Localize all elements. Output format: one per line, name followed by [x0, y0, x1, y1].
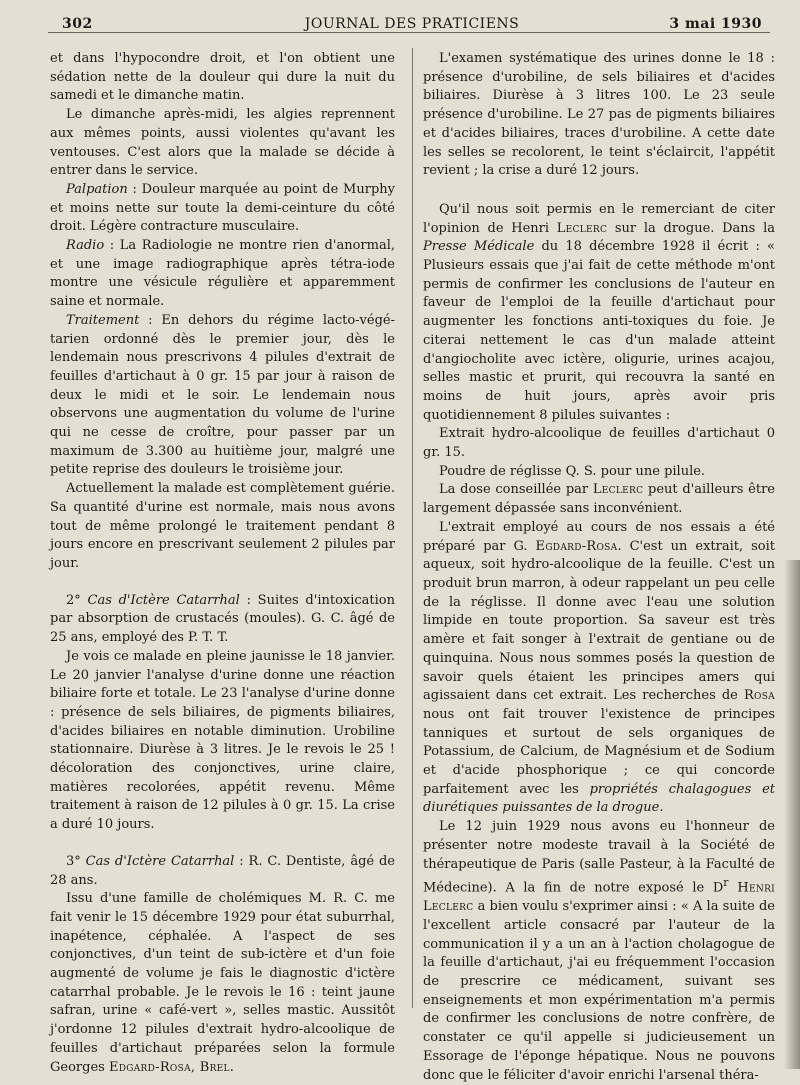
paragraph-text: .: [659, 800, 664, 816]
page-header: [62, 12, 762, 34]
paragraph-text: La dose conseillée par: [439, 482, 593, 498]
paragraph: L'examen systématique des urines donne le 18 : présence d'urobiline, de sels biliaires et d'acides biliaires. Diurèse à 3 litres 100. Le 23 seule présence d'urobiline. Le 27 pas de pigments biliaires et d'acides biliaires, traces d'urobiline. A cette date les selles se recolorent, le teint s'éclaircit, l'appétit revient ; la crise a duré 12 jours.: [423, 51, 775, 179]
paragraph-text: Issu d'une famille de cholémiques M. R. C. me fait venir le 15 décembre 1929 pour état suburrhal, inapétence, céphalée. A l'aspect de ses conjonctives, d'un teint de sub-ictère et d'un foie augmenté de volume je fais le diagnostic d'ictère catarrhal probable. Je le revois le 16 : teint jaune safran, urine « café-vert », selles mastic. Aussitôt j'ordonne 12 pilules d'extrait hydro-alcoolique de feuilles d'artichaut préparées selon la formule Georges: [50, 891, 395, 1075]
left-column: [50, 50, 395, 1077]
paragraph: [50, 237, 395, 312]
page-edge-shadow: [784, 560, 800, 1069]
publication-title: Presse Médicale: [423, 239, 535, 255]
section-label: Radio: [66, 238, 105, 254]
right-column: [423, 50, 775, 1085]
paragraph-text: Le 12 juin 1929 nous avons eu l'honneur de présenter notre modeste travail à la Société de thérapeutique de Paris (salle Pasteur, à la Faculté de Médecine). A la fin de notre exposé le D: [423, 819, 775, 896]
paragraph-text: : La Radiologie ne montre rien d'anormal, et une image radiographique après tétra-iode montre une vésicule régulière et apparemment saine et normale.: [50, 238, 395, 310]
paragraph-text: : Suites d'intoxication par absorption de crustacés (moules). G. C. âgé de 25 ans, employé des P. T. T.: [50, 592, 395, 646]
emphasis-text: propriétés chalagogues et diurétiques puissantes de la drogue: [423, 781, 776, 816]
case-number: 2°: [66, 592, 88, 608]
paragraph: Actuellement la malade est complètement guérie. Sa quantité d'urine est normale, mais nous avons tout de même prolongé le traitement pendant 8 jours encore en prescrivant seulement 2 pilules par jour.: [50, 481, 395, 571]
paragraph-text: : En dehors du régime lacto-végé-tarien ordonné dès le premier jour, dès le lendemain nous prescrivons 4 pilules d'extrait de feuilles d'artichaut à 0 gr. 15 par jour à raison de deux le midi et le soir. Le lendemain nous observons une augmentation du volume de l'urine qui ne cesse de croître, pour passer par un maximum de 3.300 au huitième jour, malgré une petite reprise des douleurs le troisième jour.: [50, 312, 395, 478]
author-name: Egdard-Rosa: [535, 538, 618, 554]
case-title: Cas d'Ictère Catarrhal: [85, 853, 235, 869]
section-label: Traitement: [66, 312, 140, 328]
paragraph: [423, 481, 775, 518]
author-name: Leclerc: [556, 220, 608, 236]
author-name: Rosa: [743, 688, 775, 704]
paragraph: [50, 890, 395, 1077]
paragraph-text: sur la drogue. Dans la: [607, 220, 775, 236]
author-names: Edgard-Rosa, Brel.: [108, 1059, 235, 1075]
paragraph: [423, 201, 775, 425]
paragraph: Le dimanche après-midi, les algies reprennent aux mêmes points, aussi violentes qu'avant les ventouses. C'est alors que la malade se décide à entrer dans le service.: [50, 107, 395, 179]
case-heading: [50, 853, 395, 890]
paragraph-text: peut d'ailleurs être largement dépassée sans inconvénient.: [423, 482, 775, 517]
case-heading: [50, 592, 395, 648]
column-divider: [412, 48, 413, 1008]
case-number: 3°: [66, 853, 86, 869]
paragraph: et dans l'hypocondre droit, et l'on obtient une sédation nette de la douleur qui dure la nuit du samedi et le dimanche matin.: [50, 51, 395, 104]
paragraph: [50, 181, 395, 237]
paragraph-text: Qu'il nous soit permis en le remerciant de citer l'opinion de Henri: [423, 201, 775, 236]
paragraph: Poudre de réglisse Q. S. pour une pilule.: [439, 463, 706, 479]
issue-date: 3 mai 1930: [669, 16, 762, 32]
superscript: r: [723, 876, 729, 890]
journal-title: JOURNAL DES PRATICIENS: [304, 16, 520, 32]
paragraph-text: a bien voulu s'exprimer ainsi : « A la suite de l'excellent article consacré par l'auteur de la communication il y a un an à l'action cholagogue de la feuille d'artichaut, j'ai eu fréquemment l'occasion de prescrire ce médicament, suivant ses enseignements et mon expérimentation m'a permis de confirmer les conclusions de notre confrère, de constater ce qu'il appelle si judicieusement un Essorage de l'éponge hépatique. Nous ne pouvons donc que le féliciter d'avoir enrichi l'arsenal théra-: [423, 899, 775, 1083]
header-rule: [48, 32, 770, 33]
paragraph: [423, 519, 775, 818]
page-number: 302: [62, 16, 93, 32]
paragraph: Extrait hydro-alcoolique de feuilles d'artichaut 0 gr. 15.: [423, 426, 775, 461]
paragraph-text: L'extrait employé au cours de nos essais a été préparé par G.: [423, 519, 775, 554]
section-label: Palpation: [66, 181, 128, 197]
paragraph-text: : R. C. Dentiste, âgé de 28 ans.: [50, 853, 396, 888]
author-name: Henri Leclerc: [423, 880, 775, 915]
paragraph: [423, 818, 775, 1085]
paragraph-text: du 18 décembre 1928 il écrit : « Plusieurs essais que j'ai fait de cette méthode m'ont permis de confirmer les conclusions de l'auteur en faveur de l'emploi de la feuille d'artichaut pour augmenter les fonctions anti-toxiques du foie. Je citerai nettement le cas d'un malade atteint d'angiocholite avec ictère, oligurie, urines acajou, selles mastic et prurit, qui recouvra la santé en moins de huit jours, après avoir pris quotidiennement 8 pilules suivantes :: [423, 239, 775, 423]
paragraph: Je vois ce malade en pleine jaunisse le 18 janvier. Le 20 janvier l'analyse d'urine donne une réaction biliaire forte et totale. Le 23 l'analyse d'urine donne : présence de sels biliaires, de pigments biliaires, d'acides biliaires en notable diminution. Urobiline stationnaire. Diurèse à 3 litres. Je le revois le 25 ! décoloration des conjonctives, urine claire, matières recolorées, appétit revenu. Même traitement à raison de 12 pilules à 0 gr. 15. La crise a duré 10 jours.: [50, 648, 395, 833]
paragraph-text: : Douleur marquée au point de Murphy et moins nette sur toute la demi-ceinture du côté droit. Légère contracture musculaire.: [50, 181, 395, 235]
paragraph: [50, 312, 395, 480]
author-name: Leclerc: [592, 482, 644, 498]
paragraph-text: . C'est un extrait, soit aqueux, soit hydro-alcoolique de la feuille. C'est un produit brun marron, à odeur rappelant un peu celle de la réglisse. Il donne avec l'eau une solution limpide en toute proportion. Sa saveur est très amère et fait songer à l'extrait de gentiane ou de quinquina. Nous nous sommes posés la question de savoir quels étaient les principes amers qui agissaient dans cet extrait. Les recherches de: [423, 538, 776, 704]
case-title: Cas d'Ictère Catarrhal: [87, 592, 240, 608]
paragraph-text: nous ont fait trouver l'existence de principes tanniques et surtout de sels organiques de Potassium, de Calcium, de Magnésium et de Sodium et d'acide phosphorique ; ce qui concorde parfaitement avec les: [423, 706, 775, 797]
